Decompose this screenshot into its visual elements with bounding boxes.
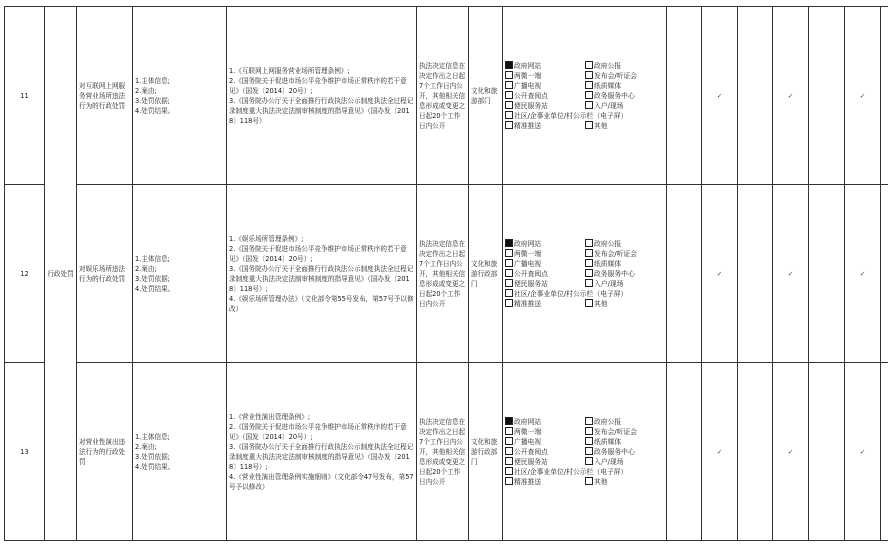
- checkbox-empty-icon[interactable]: [505, 289, 513, 297]
- element-line: 2.案由;: [135, 264, 157, 273]
- checkbox-empty-icon[interactable]: [585, 299, 593, 307]
- table-row: [5, 363, 888, 541]
- item-name: 对互联网上网服务营业场所违法行为的行政处罚: [77, 7, 133, 185]
- channel-option[interactable]: [585, 81, 664, 91]
- channel-option[interactable]: [505, 457, 583, 467]
- checkbox-empty-icon[interactable]: [505, 457, 513, 465]
- channel-label: 广播电视: [514, 81, 542, 90]
- checkbox-empty-icon[interactable]: [505, 111, 513, 119]
- channel-label: 政府网站: [514, 61, 542, 70]
- item-name: 对娱乐场所违法行为的行政处罚: [77, 185, 133, 363]
- attribute-cell: [667, 185, 702, 363]
- channel-label: 政府网站: [514, 239, 542, 248]
- attribute-cell: [702, 185, 738, 363]
- checkbox-empty-icon[interactable]: [585, 101, 593, 109]
- attribute-cell: [702, 363, 738, 541]
- channel-label: 社区/企事业单位/村公示栏（电子屏）: [514, 111, 628, 120]
- attribute-cell: [809, 363, 845, 541]
- checkbox-empty-icon[interactable]: [585, 121, 593, 129]
- element-line: 4.处罚结果。: [135, 284, 175, 293]
- channel-label: 纸质媒体: [594, 259, 622, 268]
- attribute-cell: [702, 7, 738, 185]
- attribute-cell: [845, 363, 881, 541]
- check-mark-icon: ✓: [859, 91, 866, 100]
- disclosure-department: 文化和旅游行政部门: [469, 185, 503, 363]
- channel-option[interactable]: [505, 299, 583, 309]
- attribute-cell: [738, 185, 773, 363]
- checkbox-empty-icon[interactable]: [505, 279, 513, 287]
- checkbox-empty-icon[interactable]: [585, 279, 593, 287]
- channel-label: 其他: [594, 121, 608, 130]
- disclosure-time-limit: 执法决定信息在决定作出之日起7个工作日内公开，其他相关信息形成或变更之日起20个工作日内公开: [417, 363, 469, 541]
- channel-label: 便民服务站: [514, 279, 548, 288]
- attribute-cell: [881, 363, 888, 541]
- channel-label: 便民服务站: [514, 457, 548, 466]
- channel-label: 入户/现场: [594, 279, 624, 288]
- channel-label: 便民服务站: [514, 101, 548, 110]
- row-number: 12: [5, 185, 45, 363]
- channel-option[interactable]: [585, 121, 664, 131]
- channel-option[interactable]: [505, 71, 583, 81]
- check-mark-icon: ✓: [716, 269, 723, 278]
- channel-label: 入户/现场: [594, 457, 624, 466]
- channel-option[interactable]: [585, 269, 664, 279]
- checkbox-empty-icon[interactable]: [585, 91, 593, 99]
- channel-label: 精准推送: [514, 477, 542, 486]
- channel-label: 社区/企事业单位/村公示栏（电子屏）: [514, 467, 628, 476]
- channel-option[interactable]: [505, 81, 583, 91]
- channel-option[interactable]: [585, 427, 664, 437]
- checkbox-empty-icon[interactable]: [585, 81, 593, 89]
- element-line: 3.处罚依据;: [135, 96, 170, 105]
- channel-option[interactable]: [505, 437, 583, 447]
- channel-option[interactable]: [505, 259, 583, 269]
- channel-label: 两微一端: [514, 249, 542, 258]
- checkbox-checked-icon[interactable]: [505, 239, 513, 247]
- channel-option[interactable]: [585, 239, 664, 249]
- disclosure-channels: [503, 7, 667, 185]
- element-line: 4.处罚结果。: [135, 106, 175, 115]
- checkbox-empty-icon[interactable]: [505, 71, 513, 79]
- channel-option[interactable]: [505, 121, 583, 131]
- channel-label: 政府公报: [594, 239, 622, 248]
- checkbox-empty-icon[interactable]: [585, 61, 593, 69]
- disclosure-basis: 1.《互联网上网服务营业场所管理条例》; 2.《国务院关于促进市场公平竞争维护市场正常秩序的若干意见》（国发〔2014〕20号）; 3.《国务院办公厅关于全面推行行政执法公示制度执法全过程记录制度重大执法决定法制审核制度的指导意见》（国办发〔2018〕118号）: [227, 7, 417, 185]
- table-row: [5, 185, 888, 363]
- channel-option[interactable]: [505, 447, 583, 457]
- channel-option[interactable]: [505, 427, 583, 437]
- attribute-cell: [881, 7, 888, 185]
- element-line: 1.主体信息;: [135, 254, 170, 263]
- checkbox-empty-icon[interactable]: [505, 269, 513, 277]
- element-line: 3.处罚依据;: [135, 274, 170, 283]
- channel-option[interactable]: [585, 71, 664, 81]
- attribute-cell: [667, 7, 702, 185]
- disclosure-channels: [503, 185, 667, 363]
- attribute-cell: [773, 185, 809, 363]
- check-mark-icon: ✓: [787, 269, 794, 278]
- disclosure-channels: [503, 363, 667, 541]
- disclosure-department: 文化和旅游行政部门: [469, 363, 503, 541]
- checkbox-empty-icon[interactable]: [585, 71, 593, 79]
- row-number: 13: [5, 363, 45, 541]
- channel-option[interactable]: [505, 101, 583, 111]
- channel-label: 政务服务中心: [594, 91, 635, 100]
- channel-option[interactable]: [585, 279, 664, 289]
- checkbox-empty-icon[interactable]: [505, 259, 513, 267]
- channel-option[interactable]: [505, 239, 583, 249]
- element-line: 1.主体信息;: [135, 432, 170, 441]
- category-cell: 行政处罚: [45, 7, 77, 541]
- channel-label: 广播电视: [514, 259, 542, 268]
- channel-label: 发布会/听证会: [594, 249, 638, 258]
- disclosure-elements: [133, 7, 227, 185]
- channel-option[interactable]: [585, 477, 664, 487]
- disclosure-basis: 1.《营业性演出管理条例》; 2.《国务院关于促进市场公平竞争维护市场正常秩序的若干意见》（国发〔2014〕20号）; 3.《国务院办公厅关于全面推行行政执法公示制度执法全过程记录制度重大执法决定法制审核制度的指导意见》（国办发〔2018〕118号）; 4.《营业性演出管理条例实施细则》（文化部令47号发布，第57号予以修改）: [227, 363, 417, 541]
- checkbox-empty-icon[interactable]: [585, 239, 593, 247]
- channel-option[interactable]: [505, 269, 583, 279]
- checkbox-empty-icon[interactable]: [505, 467, 513, 475]
- channel-label: 纸质媒体: [594, 81, 622, 90]
- channel-label: 政府网站: [514, 417, 542, 426]
- checkbox-empty-icon[interactable]: [585, 477, 593, 485]
- disclosure-elements: [133, 185, 227, 363]
- checkbox-empty-icon[interactable]: [585, 427, 593, 435]
- attribute-cell: [845, 7, 881, 185]
- disclosure-basis: 1.《娱乐场所管理条例》; 2.《国务院关于促进市场公平竞争维护市场正常秩序的若干意见》（国发〔2014〕20号）; 3.《国务院办公厅关于全面推行行政执法公示制度执法全过程记录制度重大执法决定法制审核制度的指导意见》（国办发〔2018〕118号）; 4.《娱乐场所管理办法》（文化部令第55号发布，第57号予以修改）: [227, 185, 417, 363]
- check-mark-icon: ✓: [787, 447, 794, 456]
- channel-label: 精准推送: [514, 299, 542, 308]
- disclosure-time-limit: 执法决定信息在决定作出之日起7个工作日内公开，其他相关信息形成或变更之日起20个工作日内公开: [417, 185, 469, 363]
- channel-label: 公开查阅点: [514, 447, 548, 456]
- disclosure-elements: [133, 363, 227, 541]
- checkbox-empty-icon[interactable]: [505, 437, 513, 445]
- channel-options: [505, 61, 664, 131]
- checkbox-empty-icon[interactable]: [505, 121, 513, 129]
- attribute-cell: [738, 363, 773, 541]
- channel-label: 其他: [594, 299, 608, 308]
- checkbox-empty-icon[interactable]: [505, 81, 513, 89]
- channel-option[interactable]: [585, 447, 664, 457]
- channel-label: 入户/现场: [594, 101, 624, 110]
- channel-option[interactable]: [585, 437, 664, 447]
- channel-option[interactable]: [505, 477, 583, 487]
- channel-option[interactable]: [505, 61, 583, 71]
- channel-label: 政务服务中心: [594, 269, 635, 278]
- checkbox-empty-icon[interactable]: [585, 269, 593, 277]
- checkbox-empty-icon[interactable]: [585, 437, 593, 445]
- channel-label: 纸质媒体: [594, 437, 622, 446]
- check-mark-icon: ✓: [716, 91, 723, 100]
- channel-option[interactable]: [505, 289, 664, 299]
- element-line: 2.案由;: [135, 86, 157, 95]
- channel-option[interactable]: [585, 91, 664, 101]
- channel-label: 两微一端: [514, 71, 542, 80]
- checkbox-empty-icon[interactable]: [585, 249, 593, 257]
- channel-label: 发布会/听证会: [594, 71, 638, 80]
- checkbox-empty-icon[interactable]: [585, 457, 593, 465]
- channel-options: [505, 417, 664, 487]
- channel-option[interactable]: [505, 279, 583, 289]
- checkbox-empty-icon[interactable]: [505, 477, 513, 485]
- channel-option[interactable]: [505, 111, 664, 121]
- channel-label: 社区/企事业单位/村公示栏（电子屏）: [514, 289, 628, 298]
- disclosure-table: [4, 6, 888, 541]
- element-line: 3.处罚依据;: [135, 452, 170, 461]
- checkbox-empty-icon[interactable]: [585, 447, 593, 455]
- channel-label: 发布会/听证会: [594, 427, 638, 436]
- channel-option[interactable]: [505, 467, 664, 477]
- check-mark-icon: ✓: [859, 447, 866, 456]
- element-line: 2.案由;: [135, 442, 157, 451]
- checkbox-empty-icon[interactable]: [505, 91, 513, 99]
- attribute-cell: [845, 185, 881, 363]
- attribute-cell: [667, 363, 702, 541]
- channel-option[interactable]: [585, 249, 664, 259]
- disclosure-department: 文化和旅游部门: [469, 7, 503, 185]
- channel-label: 其他: [594, 477, 608, 486]
- disclosure-time-limit: 执法决定信息在决定作出之日起7个工作日内公开，其他相关信息形成或变更之日起20个工作日内公开: [417, 7, 469, 185]
- checkbox-empty-icon[interactable]: [585, 417, 593, 425]
- channel-option[interactable]: [505, 249, 583, 259]
- channel-option[interactable]: [585, 259, 664, 269]
- checkbox-empty-icon[interactable]: [505, 447, 513, 455]
- checkbox-empty-icon[interactable]: [505, 101, 513, 109]
- channel-label: 公开查阅点: [514, 269, 548, 278]
- check-mark-icon: ✓: [716, 447, 723, 456]
- checkbox-empty-icon[interactable]: [505, 427, 513, 435]
- checkbox-checked-icon[interactable]: [505, 417, 513, 425]
- channel-option[interactable]: [505, 91, 583, 101]
- channel-option[interactable]: [585, 417, 664, 427]
- element-line: 1.主体信息;: [135, 76, 170, 85]
- attribute-cell: [738, 7, 773, 185]
- channel-option[interactable]: [585, 101, 664, 111]
- channel-label: 精准推送: [514, 121, 542, 130]
- channel-option[interactable]: [505, 417, 583, 427]
- element-line: 4.处罚结果。: [135, 462, 175, 471]
- channel-option[interactable]: [585, 299, 664, 309]
- attribute-cell: [773, 363, 809, 541]
- attribute-cell: [809, 185, 845, 363]
- channel-option[interactable]: [585, 457, 664, 467]
- channel-label: 公开查阅点: [514, 91, 548, 100]
- item-name: 对营业性演出违法行为的行政处罚: [77, 363, 133, 541]
- checkbox-checked-icon[interactable]: [505, 61, 513, 69]
- check-mark-icon: ✓: [859, 269, 866, 278]
- attribute-cell: [773, 7, 809, 185]
- checkbox-empty-icon[interactable]: [505, 299, 513, 307]
- checkbox-empty-icon[interactable]: [505, 249, 513, 257]
- channel-label: 政务服务中心: [594, 447, 635, 456]
- channel-option[interactable]: [585, 61, 664, 71]
- table-row: [5, 7, 888, 185]
- row-number: 11: [5, 7, 45, 185]
- channel-label: 广播电视: [514, 437, 542, 446]
- channel-label: 两微一端: [514, 427, 542, 436]
- check-mark-icon: ✓: [787, 91, 794, 100]
- attribute-cell: [809, 7, 845, 185]
- channel-label: 政府公报: [594, 61, 622, 70]
- channel-label: 政府公报: [594, 417, 622, 426]
- checkbox-empty-icon[interactable]: [585, 259, 593, 267]
- attribute-cell: [881, 185, 888, 363]
- channel-options: [505, 239, 664, 309]
